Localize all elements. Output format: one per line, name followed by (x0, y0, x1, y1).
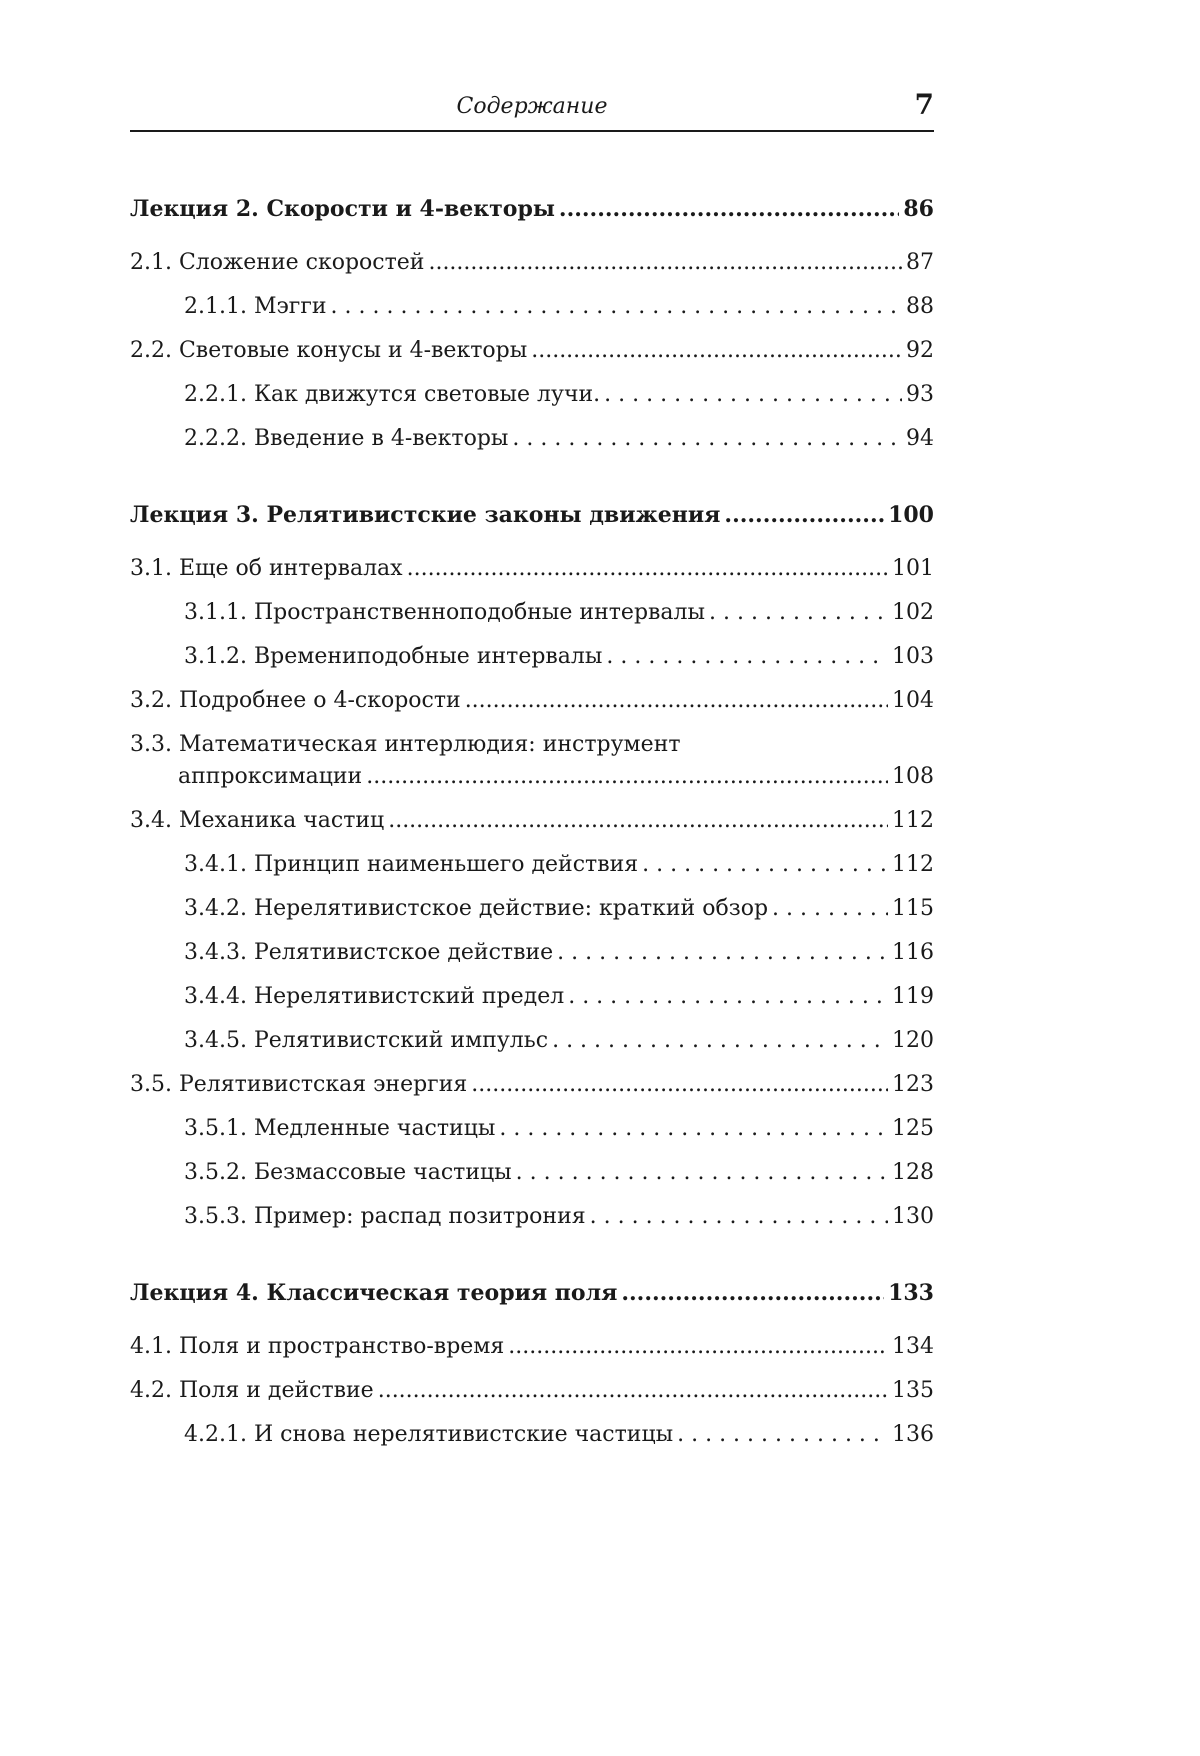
entry-label: Лекция 3. Релятивистские законы движения (130, 502, 721, 528)
entry-page: 103 (892, 644, 934, 669)
entry-label: 2.1.1. Мэгги (184, 294, 327, 319)
leader-dots (604, 382, 902, 407)
leader-dots (642, 852, 888, 877)
entry-label: 3.4.5. Релятивистский импульс (184, 1028, 549, 1053)
leader-dots (388, 808, 888, 833)
leader-dots (465, 688, 888, 713)
leader-dots (471, 1072, 888, 1097)
entry-page: 94 (906, 426, 934, 451)
entry-page: 86 (903, 196, 934, 222)
toc-entry-3-4[interactable] (130, 808, 934, 833)
leader-dots (568, 984, 888, 1009)
toc-entry-2-2-2[interactable] (184, 426, 934, 451)
entry-page: 112 (892, 808, 934, 833)
entry-page: 130 (892, 1204, 934, 1229)
entry-page: 134 (892, 1334, 934, 1359)
leader-dots (428, 250, 902, 275)
entry-page: 100 (888, 502, 934, 528)
leader-dots (512, 426, 902, 451)
entry-label: 4.1. Поля и пространство-время (130, 1334, 505, 1359)
entry-page: 101 (892, 556, 934, 581)
entry-label: 3.4.1. Принцип наименьшего действия (184, 852, 639, 877)
entry-label: 4.2. Поля и действие (130, 1378, 374, 1403)
toc-entry-3-3[interactable] (178, 764, 934, 789)
entry-label: 3.1.2. Времениподобные интервалы (184, 644, 603, 669)
leader-dots (559, 196, 899, 222)
entry-label: Лекция 2. Скорости и 4-векторы (130, 196, 555, 222)
leader-dots (621, 1280, 884, 1306)
leader-dots (772, 896, 888, 921)
entry-label: аппроксимации (178, 764, 363, 789)
entry-label: 2.2.2. Введение в 4-векторы (184, 426, 509, 451)
entry-label: 4.2.1. И снова нерелятивистские частицы (184, 1422, 674, 1447)
entry-label: 3.4.3. Релятивистское действие (184, 940, 554, 965)
entry-page: 108 (892, 764, 934, 789)
toc-entry-2-2[interactable] (130, 338, 934, 363)
entry-label: 3.5. Релятивистская энергия (130, 1072, 468, 1097)
entry-page: 93 (906, 382, 934, 407)
toc-entry-3-1-1[interactable] (184, 600, 934, 625)
entry-label: 3.1.1. Пространственноподобные интервалы (184, 600, 706, 625)
entry-page: 92 (906, 338, 934, 363)
entry-label: 3.4.4. Нерелятивистский предел (184, 984, 565, 1009)
entry-page: 135 (892, 1378, 934, 1403)
entry-label: 3.5.2. Безмассовые частицы (184, 1160, 512, 1185)
toc-entry-3-5-1[interactable] (184, 1116, 934, 1141)
toc-entry-2-1-1[interactable] (184, 294, 934, 319)
entry-label: Лекция 4. Классическая теория поля (130, 1280, 618, 1306)
toc-entry-2-2-1[interactable] (184, 382, 934, 407)
toc-entry-4-2[interactable] (130, 1378, 934, 1403)
leader-dots (557, 940, 888, 965)
entry-label: 2.2.1. Как движутся световые лучи. (184, 382, 601, 407)
leader-dots (552, 1028, 888, 1053)
page-number: 7 (914, 88, 934, 121)
entry-page: 123 (892, 1072, 934, 1097)
entry-label: 2.1. Сложение скоростей (130, 250, 425, 275)
leader-dots (499, 1116, 888, 1141)
entry-page: 119 (892, 984, 934, 1009)
toc-entry-3-5-2[interactable] (184, 1160, 934, 1185)
toc-entry-lecture-2[interactable] (130, 196, 934, 222)
toc-entry-2-1[interactable] (130, 250, 934, 275)
toc-entry-3-4-2[interactable] (184, 896, 934, 921)
leader-dots (331, 294, 902, 319)
entry-page: 125 (892, 1116, 934, 1141)
entry-page: 115 (892, 896, 934, 921)
entry-label: 3.5.3. Пример: распад позитрония (184, 1204, 586, 1229)
entry-page: 87 (906, 250, 934, 275)
entry-page: 102 (892, 600, 934, 625)
toc-entry-3-4-5[interactable] (184, 1028, 934, 1053)
toc-entry-3-5-3[interactable] (184, 1204, 934, 1229)
toc-entry-4-1[interactable] (130, 1334, 934, 1359)
toc-entry-3-4-1[interactable] (184, 852, 934, 877)
toc-entry-4-2-1[interactable] (184, 1422, 934, 1447)
entry-page: 128 (892, 1160, 934, 1185)
toc-entry-lecture-4[interactable] (130, 1280, 934, 1306)
entry-label: 3.1. Еще об интервалах (130, 556, 403, 581)
entry-label: 3.5.1. Медленные частицы (184, 1116, 496, 1141)
header-title: Содержание (456, 94, 608, 119)
running-header (130, 86, 934, 132)
leader-dots (366, 764, 888, 789)
entry-label: 3.2. Подробнее о 4-скорости (130, 688, 461, 713)
leader-dots (724, 502, 884, 528)
entry-label: 2.2. Световые конусы и 4-векторы (130, 338, 528, 363)
entry-page: 133 (888, 1280, 934, 1306)
leader-dots (378, 1378, 888, 1403)
entry-page: 136 (892, 1422, 934, 1447)
entry-page: 120 (892, 1028, 934, 1053)
toc-entry-3-5[interactable] (130, 1072, 934, 1097)
entry-label: 3.4. Механика частиц (130, 808, 385, 833)
toc-entry-3-1-2[interactable] (184, 644, 934, 669)
leader-dots (407, 556, 888, 581)
entry-page: 104 (892, 688, 934, 713)
toc-entry-lecture-3[interactable] (130, 502, 934, 528)
toc-entry-3-3-first-line[interactable]: 3.3. Математическая интерлюдия: инструмент (130, 732, 681, 757)
leader-dots (516, 1160, 888, 1185)
leader-dots (606, 644, 888, 669)
toc-entry-3-2[interactable] (130, 688, 934, 713)
entry-page: 116 (892, 940, 934, 965)
leader-dots (590, 1204, 888, 1229)
leader-dots (709, 600, 888, 625)
leader-dots (677, 1422, 888, 1447)
toc-entry-3-4-4[interactable] (184, 984, 934, 1009)
entry-page: 112 (892, 852, 934, 877)
leader-dots (531, 338, 902, 363)
entry-page: 88 (906, 294, 934, 319)
toc-entry-3-4-3[interactable] (184, 940, 934, 965)
toc-entry-3-1[interactable] (130, 556, 934, 581)
entry-label: 3.4.2. Нерелятивистское действие: краткий обзор (184, 896, 769, 921)
leader-dots (508, 1334, 888, 1359)
